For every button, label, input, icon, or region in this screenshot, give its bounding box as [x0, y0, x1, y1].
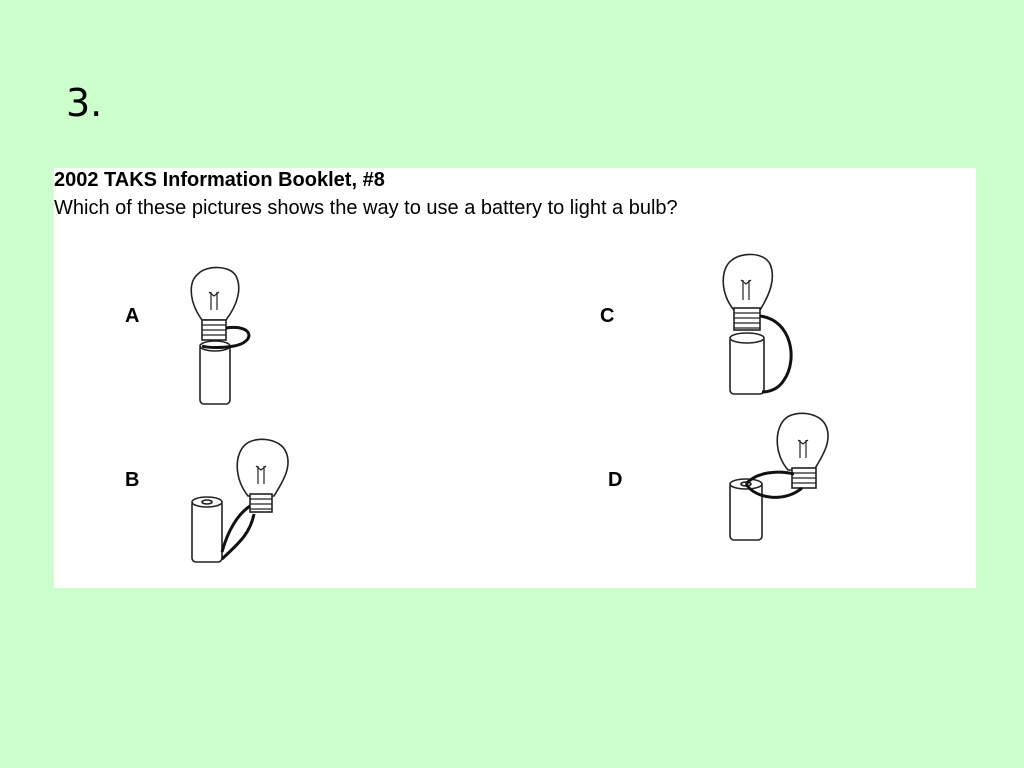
option-c-letter: C	[600, 305, 615, 327]
option-d-letter: D	[608, 469, 623, 491]
bulb-on-battery-wire-loop-icon	[184, 262, 264, 412]
bulb-on-battery-wire-to-bottom-icon	[718, 250, 808, 400]
question-source: 2002 TAKS Information Booklet, #8	[54, 169, 385, 191]
battery-with-wire-loop-to-bulb-icon	[726, 410, 836, 545]
option-a-letter: A	[125, 305, 140, 327]
question-panel	[54, 168, 976, 588]
option-b-letter: B	[125, 469, 140, 491]
slide-number: 3.	[66, 81, 103, 125]
question-text: Which of these pictures shows the way to use a battery to light a bulb?	[54, 197, 678, 219]
battery-beside-bulb-two-wires-icon	[188, 434, 298, 569]
